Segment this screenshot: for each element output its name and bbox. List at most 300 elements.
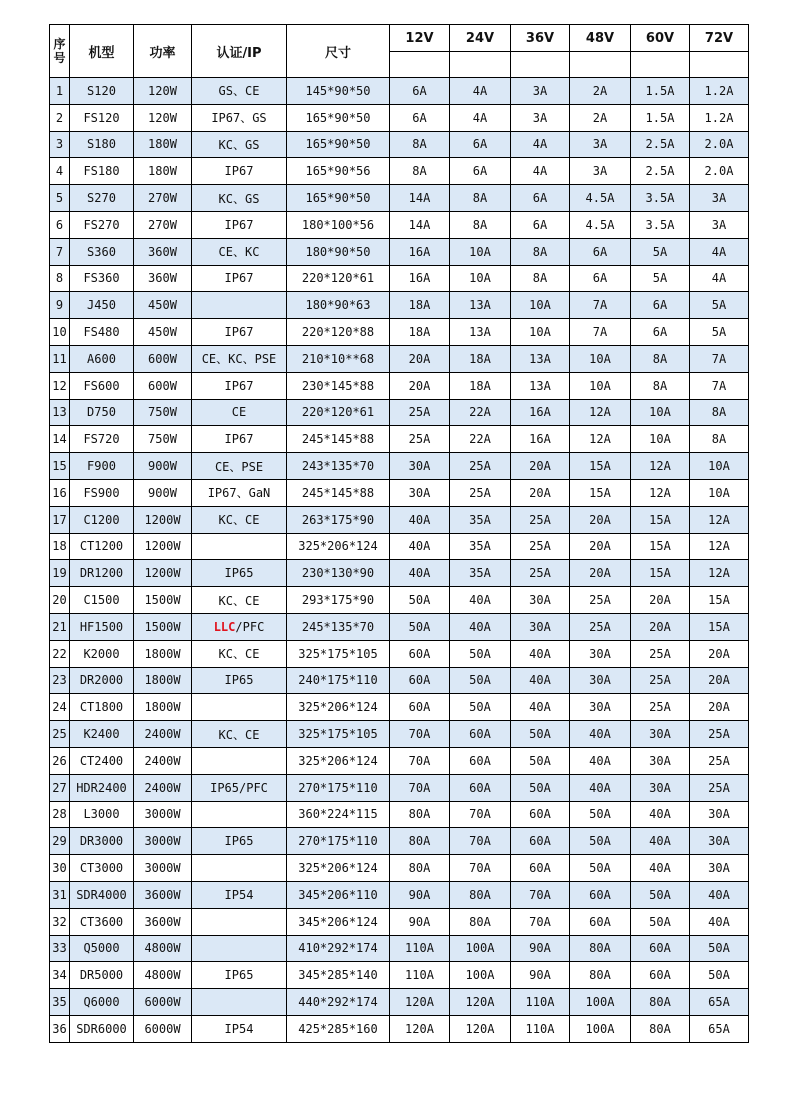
row-current-36v: 90A bbox=[511, 935, 570, 962]
table-row bbox=[50, 774, 749, 801]
row-size: 243*135*70 bbox=[287, 453, 390, 480]
row-current-72v: 5A bbox=[690, 319, 749, 346]
row-current-60v: 80A bbox=[631, 989, 690, 1016]
row-index: 25 bbox=[50, 721, 70, 748]
row-current-60v: 2.5A bbox=[631, 131, 690, 158]
row-current-48v: 3A bbox=[570, 158, 631, 185]
row-current-60v: 8A bbox=[631, 372, 690, 399]
row-cert: IP67 bbox=[192, 158, 287, 185]
row-current-60v: 8A bbox=[631, 345, 690, 372]
row-index: 28 bbox=[50, 801, 70, 828]
table-row bbox=[50, 78, 749, 105]
row-current-60v: 50A bbox=[631, 908, 690, 935]
row-current-24v: 60A bbox=[450, 747, 511, 774]
row-current-72v: 20A bbox=[690, 640, 749, 667]
row-current-72v: 20A bbox=[690, 667, 749, 694]
row-current-48v: 20A bbox=[570, 560, 631, 587]
row-model: FS600 bbox=[70, 372, 134, 399]
row-current-36v: 110A bbox=[511, 989, 570, 1016]
row-power: 3000W bbox=[134, 855, 192, 882]
row-current-60v: 10A bbox=[631, 426, 690, 453]
row-current-72v: 25A bbox=[690, 747, 749, 774]
row-power: 750W bbox=[134, 426, 192, 453]
row-current-36v: 4A bbox=[511, 158, 570, 185]
row-current-48v: 60A bbox=[570, 908, 631, 935]
row-current-48v: 25A bbox=[570, 587, 631, 614]
row-current-12v: 80A bbox=[390, 855, 450, 882]
row-cert: KC、CE bbox=[192, 640, 287, 667]
row-model: C1500 bbox=[70, 587, 134, 614]
row-current-12v: 14A bbox=[390, 185, 450, 212]
row-current-48v: 2A bbox=[570, 104, 631, 131]
table-row bbox=[50, 104, 749, 131]
row-cert: IP67 bbox=[192, 211, 287, 238]
row-power: 4800W bbox=[134, 935, 192, 962]
row-index: 24 bbox=[50, 694, 70, 721]
row-current-48v: 100A bbox=[570, 989, 631, 1016]
table-row bbox=[50, 962, 749, 989]
row-current-12v: 8A bbox=[390, 158, 450, 185]
row-cert: IP54 bbox=[192, 881, 287, 908]
row-model: F900 bbox=[70, 453, 134, 480]
row-index: 20 bbox=[50, 587, 70, 614]
row-index: 33 bbox=[50, 935, 70, 962]
row-current-12v: 110A bbox=[390, 935, 450, 962]
row-model: S270 bbox=[70, 185, 134, 212]
row-model: FS270 bbox=[70, 211, 134, 238]
row-current-24v: 4A bbox=[450, 78, 511, 105]
row-current-12v: 90A bbox=[390, 908, 450, 935]
row-current-12v: 40A bbox=[390, 560, 450, 587]
row-current-12v: 120A bbox=[390, 1015, 450, 1042]
row-size: 325*175*105 bbox=[287, 721, 390, 748]
row-power: 1800W bbox=[134, 667, 192, 694]
power-supply-spec-table bbox=[49, 24, 749, 1043]
table-row bbox=[50, 158, 749, 185]
row-current-24v: 70A bbox=[450, 801, 511, 828]
row-model: FS180 bbox=[70, 158, 134, 185]
row-power: 750W bbox=[134, 399, 192, 426]
row-current-72v: 30A bbox=[690, 801, 749, 828]
row-index: 26 bbox=[50, 747, 70, 774]
row-power: 3000W bbox=[134, 828, 192, 855]
row-index: 34 bbox=[50, 962, 70, 989]
row-current-24v: 22A bbox=[450, 426, 511, 453]
row-current-72v: 5A bbox=[690, 292, 749, 319]
row-current-36v: 50A bbox=[511, 774, 570, 801]
row-size: 165*90*56 bbox=[287, 158, 390, 185]
row-current-60v: 3.5A bbox=[631, 211, 690, 238]
header-voltage-36v: 36V bbox=[511, 25, 570, 52]
row-current-72v: 7A bbox=[690, 372, 749, 399]
row-current-72v: 3A bbox=[690, 211, 749, 238]
row-cert: IP65 bbox=[192, 828, 287, 855]
row-size: 325*206*124 bbox=[287, 694, 390, 721]
table-row bbox=[50, 881, 749, 908]
row-index: 32 bbox=[50, 908, 70, 935]
row-current-48v: 30A bbox=[570, 694, 631, 721]
row-current-72v: 30A bbox=[690, 828, 749, 855]
row-power: 6000W bbox=[134, 989, 192, 1016]
row-current-48v: 12A bbox=[570, 426, 631, 453]
row-cert: IP65 bbox=[192, 962, 287, 989]
row-current-36v: 40A bbox=[511, 667, 570, 694]
row-current-24v: 18A bbox=[450, 372, 511, 399]
row-current-24v: 8A bbox=[450, 211, 511, 238]
row-current-12v: 25A bbox=[390, 426, 450, 453]
row-current-12v: 60A bbox=[390, 640, 450, 667]
row-power: 1800W bbox=[134, 640, 192, 667]
row-current-12v: 50A bbox=[390, 613, 450, 640]
row-cert: IP65 bbox=[192, 667, 287, 694]
row-current-60v: 1.5A bbox=[631, 78, 690, 105]
row-model: D750 bbox=[70, 399, 134, 426]
row-current-36v: 40A bbox=[511, 694, 570, 721]
row-power: 180W bbox=[134, 158, 192, 185]
row-current-24v: 50A bbox=[450, 667, 511, 694]
row-model: C1200 bbox=[70, 506, 134, 533]
row-current-12v: 20A bbox=[390, 345, 450, 372]
row-model: Q6000 bbox=[70, 989, 134, 1016]
row-current-36v: 13A bbox=[511, 345, 570, 372]
table-row bbox=[50, 399, 749, 426]
row-current-72v: 4A bbox=[690, 265, 749, 292]
row-model: FS900 bbox=[70, 479, 134, 506]
row-current-24v: 70A bbox=[450, 855, 511, 882]
row-current-12v: 120A bbox=[390, 989, 450, 1016]
row-cert bbox=[192, 694, 287, 721]
row-size: 220*120*61 bbox=[287, 265, 390, 292]
header-blank bbox=[570, 52, 631, 78]
row-current-36v: 6A bbox=[511, 185, 570, 212]
row-cert: IP65/PFC bbox=[192, 774, 287, 801]
row-current-36v: 3A bbox=[511, 78, 570, 105]
table-row bbox=[50, 319, 749, 346]
row-index: 18 bbox=[50, 533, 70, 560]
row-model: L3000 bbox=[70, 801, 134, 828]
row-power: 1800W bbox=[134, 694, 192, 721]
row-current-24v: 60A bbox=[450, 774, 511, 801]
row-current-60v: 1.5A bbox=[631, 104, 690, 131]
row-size: 230*145*88 bbox=[287, 372, 390, 399]
table-row bbox=[50, 292, 749, 319]
row-current-48v: 15A bbox=[570, 453, 631, 480]
row-current-36v: 30A bbox=[511, 613, 570, 640]
table-row bbox=[50, 1015, 749, 1042]
row-model: K2000 bbox=[70, 640, 134, 667]
row-cert bbox=[192, 935, 287, 962]
row-current-12v: 6A bbox=[390, 104, 450, 131]
table-row bbox=[50, 828, 749, 855]
row-power: 360W bbox=[134, 238, 192, 265]
row-current-48v: 7A bbox=[570, 319, 631, 346]
row-cert: GS、CE bbox=[192, 78, 287, 105]
row-current-24v: 60A bbox=[450, 721, 511, 748]
row-cert bbox=[192, 292, 287, 319]
row-current-60v: 40A bbox=[631, 801, 690, 828]
row-current-72v: 65A bbox=[690, 989, 749, 1016]
row-current-60v: 15A bbox=[631, 560, 690, 587]
row-index: 17 bbox=[50, 506, 70, 533]
row-power: 450W bbox=[134, 292, 192, 319]
table-row bbox=[50, 345, 749, 372]
row-model: FS480 bbox=[70, 319, 134, 346]
row-current-24v: 35A bbox=[450, 533, 511, 560]
row-current-60v: 30A bbox=[631, 774, 690, 801]
row-current-48v: 20A bbox=[570, 533, 631, 560]
row-current-24v: 10A bbox=[450, 265, 511, 292]
row-current-72v: 7A bbox=[690, 345, 749, 372]
row-current-36v: 50A bbox=[511, 721, 570, 748]
row-current-60v: 25A bbox=[631, 640, 690, 667]
table-row bbox=[50, 587, 749, 614]
row-current-24v: 100A bbox=[450, 935, 511, 962]
row-current-36v: 20A bbox=[511, 453, 570, 480]
row-current-72v: 25A bbox=[690, 721, 749, 748]
row-index: 27 bbox=[50, 774, 70, 801]
row-current-72v: 10A bbox=[690, 453, 749, 480]
row-current-12v: 16A bbox=[390, 265, 450, 292]
row-current-24v: 8A bbox=[450, 185, 511, 212]
row-model: CT1200 bbox=[70, 533, 134, 560]
row-current-72v: 65A bbox=[690, 1015, 749, 1042]
row-index: 3 bbox=[50, 131, 70, 158]
row-current-48v: 40A bbox=[570, 774, 631, 801]
row-current-36v: 6A bbox=[511, 211, 570, 238]
row-current-36v: 60A bbox=[511, 828, 570, 855]
row-current-24v: 120A bbox=[450, 989, 511, 1016]
row-size: 165*90*50 bbox=[287, 131, 390, 158]
header-voltage-48v: 48V bbox=[570, 25, 631, 52]
row-current-36v: 4A bbox=[511, 131, 570, 158]
table-row bbox=[50, 479, 749, 506]
row-current-24v: 50A bbox=[450, 694, 511, 721]
row-model: SDR4000 bbox=[70, 881, 134, 908]
row-index: 19 bbox=[50, 560, 70, 587]
row-current-12v: 30A bbox=[390, 479, 450, 506]
row-model: FS120 bbox=[70, 104, 134, 131]
row-model: FS720 bbox=[70, 426, 134, 453]
row-size: 165*90*50 bbox=[287, 185, 390, 212]
header-voltage-72v: 72V bbox=[690, 25, 749, 52]
row-model: S120 bbox=[70, 78, 134, 105]
row-cert: KC、GS bbox=[192, 131, 287, 158]
header-model: 机型 bbox=[70, 25, 134, 78]
row-current-36v: 70A bbox=[511, 881, 570, 908]
table-row bbox=[50, 989, 749, 1016]
row-model: HDR2400 bbox=[70, 774, 134, 801]
row-model: HF1500 bbox=[70, 613, 134, 640]
row-model: FS360 bbox=[70, 265, 134, 292]
header-voltage-24v: 24V bbox=[450, 25, 511, 52]
row-size: 240*175*110 bbox=[287, 667, 390, 694]
row-current-36v: 8A bbox=[511, 238, 570, 265]
row-size: 245*135*70 bbox=[287, 613, 390, 640]
row-power: 2400W bbox=[134, 774, 192, 801]
row-current-72v: 3A bbox=[690, 185, 749, 212]
row-current-12v: 70A bbox=[390, 774, 450, 801]
row-current-60v: 6A bbox=[631, 292, 690, 319]
row-current-12v: 40A bbox=[390, 506, 450, 533]
row-index: 29 bbox=[50, 828, 70, 855]
row-cert: IP54 bbox=[192, 1015, 287, 1042]
row-power: 1500W bbox=[134, 587, 192, 614]
header-index: 序号 bbox=[50, 25, 70, 78]
row-size: 360*224*115 bbox=[287, 801, 390, 828]
row-current-60v: 12A bbox=[631, 453, 690, 480]
row-current-48v: 10A bbox=[570, 372, 631, 399]
row-index: 23 bbox=[50, 667, 70, 694]
row-current-60v: 25A bbox=[631, 694, 690, 721]
table-row bbox=[50, 613, 749, 640]
row-index: 11 bbox=[50, 345, 70, 372]
table-body bbox=[50, 78, 749, 1043]
row-index: 31 bbox=[50, 881, 70, 908]
row-power: 600W bbox=[134, 372, 192, 399]
row-current-24v: 13A bbox=[450, 319, 511, 346]
row-current-48v: 80A bbox=[570, 962, 631, 989]
row-model: S180 bbox=[70, 131, 134, 158]
row-current-60v: 2.5A bbox=[631, 158, 690, 185]
header-voltage-60v: 60V bbox=[631, 25, 690, 52]
row-current-24v: 35A bbox=[450, 506, 511, 533]
row-cert: KC、CE bbox=[192, 506, 287, 533]
row-current-36v: 110A bbox=[511, 1015, 570, 1042]
row-index: 10 bbox=[50, 319, 70, 346]
table-row bbox=[50, 640, 749, 667]
table-row bbox=[50, 131, 749, 158]
row-current-72v: 1.2A bbox=[690, 78, 749, 105]
header-cert: 认证/IP bbox=[192, 25, 287, 78]
row-index: 35 bbox=[50, 989, 70, 1016]
row-model: S360 bbox=[70, 238, 134, 265]
row-cert: KC、GS bbox=[192, 185, 287, 212]
row-current-12v: 25A bbox=[390, 399, 450, 426]
row-current-12v: 30A bbox=[390, 453, 450, 480]
row-current-36v: 60A bbox=[511, 855, 570, 882]
row-cert: IP67 bbox=[192, 319, 287, 346]
row-current-24v: 40A bbox=[450, 613, 511, 640]
row-current-60v: 40A bbox=[631, 828, 690, 855]
row-current-60v: 50A bbox=[631, 881, 690, 908]
row-index: 21 bbox=[50, 613, 70, 640]
row-current-60v: 12A bbox=[631, 479, 690, 506]
row-power: 600W bbox=[134, 345, 192, 372]
row-model: J450 bbox=[70, 292, 134, 319]
row-current-60v: 20A bbox=[631, 587, 690, 614]
row-size: 425*285*160 bbox=[287, 1015, 390, 1042]
row-size: 230*130*90 bbox=[287, 560, 390, 587]
row-cert: CE、PSE bbox=[192, 453, 287, 480]
row-current-60v: 15A bbox=[631, 506, 690, 533]
row-current-60v: 30A bbox=[631, 747, 690, 774]
row-current-72v: 12A bbox=[690, 560, 749, 587]
table-row bbox=[50, 801, 749, 828]
table-row bbox=[50, 935, 749, 962]
row-size: 245*145*88 bbox=[287, 426, 390, 453]
header-blank bbox=[450, 52, 511, 78]
row-current-24v: 6A bbox=[450, 158, 511, 185]
row-current-72v: 8A bbox=[690, 426, 749, 453]
table-row bbox=[50, 533, 749, 560]
row-model: DR2000 bbox=[70, 667, 134, 694]
row-index: 12 bbox=[50, 372, 70, 399]
table-row bbox=[50, 721, 749, 748]
row-current-24v: 25A bbox=[450, 479, 511, 506]
row-current-36v: 25A bbox=[511, 506, 570, 533]
row-index: 6 bbox=[50, 211, 70, 238]
table-row bbox=[50, 372, 749, 399]
row-cert bbox=[192, 801, 287, 828]
row-cert bbox=[192, 747, 287, 774]
row-power: 1200W bbox=[134, 506, 192, 533]
row-size: 440*292*174 bbox=[287, 989, 390, 1016]
row-index: 30 bbox=[50, 855, 70, 882]
row-index: 14 bbox=[50, 426, 70, 453]
row-current-72v: 1.2A bbox=[690, 104, 749, 131]
row-current-72v: 20A bbox=[690, 694, 749, 721]
row-power: 180W bbox=[134, 131, 192, 158]
row-current-12v: 8A bbox=[390, 131, 450, 158]
spec-table-container bbox=[49, 24, 749, 1043]
row-current-72v: 40A bbox=[690, 908, 749, 935]
table-row bbox=[50, 855, 749, 882]
row-current-36v: 25A bbox=[511, 533, 570, 560]
row-power: 360W bbox=[134, 265, 192, 292]
row-current-60v: 10A bbox=[631, 399, 690, 426]
row-current-12v: 16A bbox=[390, 238, 450, 265]
row-current-60v: 30A bbox=[631, 721, 690, 748]
row-current-48v: 60A bbox=[570, 881, 631, 908]
row-power: 1200W bbox=[134, 560, 192, 587]
row-cert bbox=[192, 855, 287, 882]
row-cert: IP67 bbox=[192, 265, 287, 292]
row-current-24v: 80A bbox=[450, 881, 511, 908]
row-current-72v: 2.0A bbox=[690, 158, 749, 185]
row-index: 4 bbox=[50, 158, 70, 185]
table-header bbox=[50, 25, 749, 78]
row-current-12v: 60A bbox=[390, 667, 450, 694]
row-index: 1 bbox=[50, 78, 70, 105]
row-cert: IP67、GS bbox=[192, 104, 287, 131]
row-current-60v: 20A bbox=[631, 613, 690, 640]
row-current-36v: 3A bbox=[511, 104, 570, 131]
row-current-12v: 70A bbox=[390, 747, 450, 774]
row-current-12v: 90A bbox=[390, 881, 450, 908]
row-current-48v: 4.5A bbox=[570, 211, 631, 238]
row-current-48v: 20A bbox=[570, 506, 631, 533]
row-current-12v: 14A bbox=[390, 211, 450, 238]
row-power: 6000W bbox=[134, 1015, 192, 1042]
table-row bbox=[50, 667, 749, 694]
row-current-72v: 2.0A bbox=[690, 131, 749, 158]
row-size: 180*100*56 bbox=[287, 211, 390, 238]
header-power: 功率 bbox=[134, 25, 192, 78]
row-current-48v: 30A bbox=[570, 667, 631, 694]
row-size: 165*90*50 bbox=[287, 104, 390, 131]
row-index: 16 bbox=[50, 479, 70, 506]
table-row bbox=[50, 426, 749, 453]
row-model: CT3600 bbox=[70, 908, 134, 935]
table-row bbox=[50, 211, 749, 238]
row-size: 263*175*90 bbox=[287, 506, 390, 533]
row-current-36v: 20A bbox=[511, 479, 570, 506]
table-row bbox=[50, 238, 749, 265]
table-row bbox=[50, 908, 749, 935]
row-index: 2 bbox=[50, 104, 70, 131]
row-current-48v: 40A bbox=[570, 747, 631, 774]
row-power: 270W bbox=[134, 211, 192, 238]
